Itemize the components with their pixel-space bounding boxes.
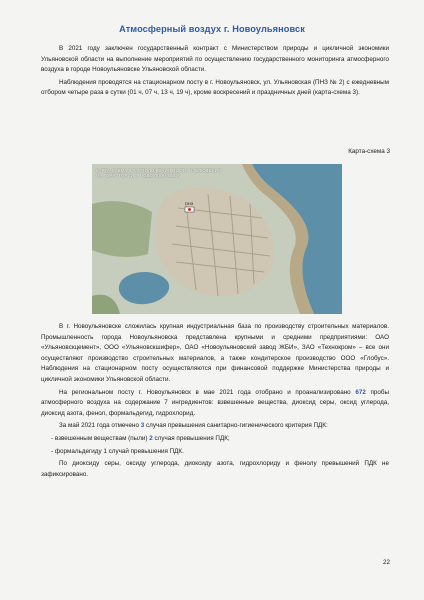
map-label: Карта-схема 3 (348, 148, 390, 155)
map-caption-line-2: НА ТЕРРИТОРИИ Г. НОВОУЛЬЯНОВСК (96, 173, 180, 179)
map-caption (96, 168, 221, 178)
body-paragraphs (41, 322, 389, 480)
exceedance-text-end: случая превышения санитарно-гигиенического критерия ПДК: (144, 422, 328, 430)
list-item-dust-end: случая превышения ПДК; (152, 434, 230, 442)
samples-count: 672 (355, 388, 366, 396)
map-scheme (92, 164, 342, 314)
page-title: Атмосферный воздух г. Новоульяновск (119, 24, 305, 34)
page-number: 22 (382, 559, 390, 566)
no-exceedance-paragraph: По диоксиду серы, оксиду углерода, диоксиду азота, гидрохлориду и фенолу превышений ПДК не зафиксировано. (41, 460, 389, 478)
exceedance-text-start: За май 2021 года отмечено (59, 422, 141, 430)
samples-text-start: На региональном посту г. Новоульяновск в мае 2021 года отобрано и проанализировано (59, 388, 356, 396)
map-marker-label: ПНЗ (185, 201, 194, 206)
map-caption-line-1: КАРТА-СХЕМА 3 РАСПОЛОЖЕНИЯ ПОСТА НАБЛЮДЕНИЯ (96, 168, 222, 173)
industry-paragraph: В г. Новоульяновске сложилась крупная индустриальная база по производству строительных материалов. Промышленность города Новоульяновска представлена крупными и средними предприятиями: ОАО «Ульяновскцемент», ООО «Ульяновскшифер», ОАО «Новоульяновский завод ЖБИ», ЗАО «Технокром» – все они осуществляют производство строительных материалов, а также кондитерское производство ООО «Глобус». Наблюдения на стационарном посту осуществляются при финансовой поддержке Министерства природы и цикличной экономики Ульяновской области. (41, 323, 389, 383)
exceedance-paragraph (41, 421, 389, 432)
intro-paragraph-2: Наблюдения проводятся на стационарном посту в г. Новоульяновск, ул. Ульяновская (ПНЗ № 2) с ежедневным отбором четыре раза в сутки (01 ч, 07 ч, 13 ч, 19 ч), кроме воскресений и праздничных дней (карта-схема 3). (41, 78, 389, 97)
intro-paragraphs (41, 44, 389, 99)
exceedance-count: 3 (140, 422, 145, 430)
samples-text-end: пробы атмосферного воздуха на содержание 7 ингредиентов: взвешенные вещества, диоксид серы, оксид углерода, диоксид азота, фенол, формальдегид, гидрохлорид. (41, 388, 390, 417)
intro-paragraph-1: В 2021 году заключен государственный контракт с Министерством природы и цикличной экономики Ульяновской области на выполнение мероприятий по осуществлению государственного мониторинга атмосферного воздуха в городе Новоульяновске Ульяновской области. (41, 45, 389, 74)
list-item-dust (41, 434, 389, 445)
samples-paragraph (41, 388, 389, 420)
list-item-dust-start: - взвешенным веществам (пыли) (51, 434, 150, 442)
dust-count: 2 (149, 434, 153, 442)
map-image (92, 164, 342, 314)
list-item-formaldehyde: - формальдегиду 1 случай превышения ПДК. (51, 447, 184, 455)
